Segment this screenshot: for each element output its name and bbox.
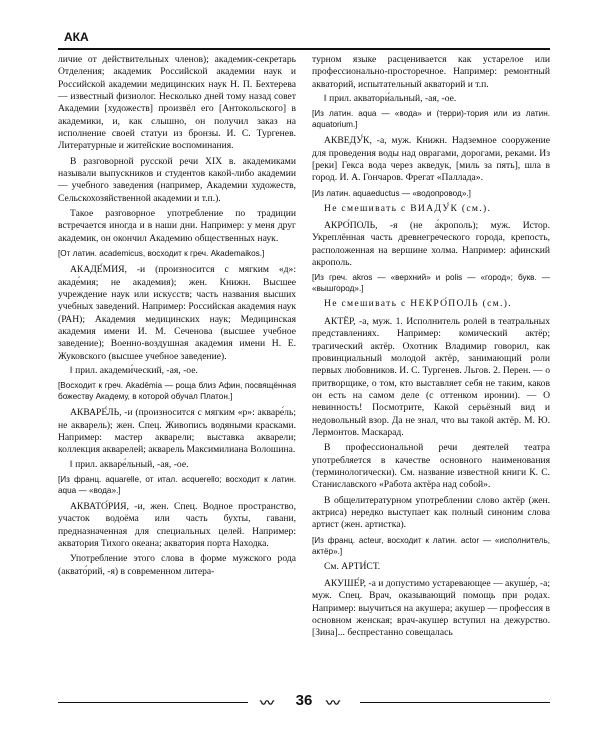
text-paragraph: Употребление этого слова в форме мужского рода (аквато́рий, -я) в современном литера- xyxy=(58,553,296,577)
text-paragraph: личие от действительных членов); академик-секретарь Отделения; академик Российской академии наук и Российской академии медицинских наук Н. П. Бехтерева — известный физиолог. Несколько дней тому назад совет Академии [художеств] произвёл его [Антокольского] в академики, и, как слышно, он получил заказ на исполнение своей статуи из бронзы. И. С. Тургенев. Литературные и житейские воспоминания. xyxy=(58,54,296,152)
dictionary-entry: АКВАТО́РИЯ, -и, жен. Спец. Водное пространство, участок водоёма или часть бухты, гавани, предназначенная для специальных целей. Например: акватория Тихого океана; акватория порта Находка. xyxy=(58,500,296,549)
etymology-note: [Из франц. aquarelle, от итал. acquerello; восходит к латин. aqua — «вода».] xyxy=(58,474,296,495)
etymology-note: [Из латин. aquaeductus — «водопровод».] xyxy=(312,188,471,198)
etymology-note: [Восходит к греч. Akadēmia — роща близ Афин, посвящённая божеству Академу, в которой обучал Платон.] xyxy=(58,381,296,402)
page-number: 36 xyxy=(295,692,313,709)
text-paragraph: В общелитературном употреблении слово актёр (жен. актриса) нередко выступает как полный синоним слова артист (жен. артистка). xyxy=(312,494,550,531)
running-head-title: АКА xyxy=(64,30,89,44)
header-rule xyxy=(58,48,550,50)
dictionary-entry: АКАДЕ́МИЯ, -и (произносится с мягким «д»: акаде́мия; не академия); жен. Книжн. Высшее учреждение наук или искусств; часть названия высших учебных заведений. Например: Российская академия наук (РАН); Академия медицинских наук; Медицинская академия имени И. М. Сеченова (высшее учебное заведение); Военно-воздушная академия имени Н. Е. Жуковского (высшее учебное заведение). xyxy=(58,264,296,362)
left-column xyxy=(58,54,296,578)
page-footer xyxy=(58,690,550,720)
cross-reference: Не смешивать с ВИАДУ́К (см.). xyxy=(324,202,492,214)
footer-rule-right xyxy=(360,702,550,703)
etymology-note: [Из греч. akros — «верхний» и polis — «город»; букв. — «вышгород».] xyxy=(312,273,550,294)
text-paragraph: турном языке расценивается как устарелое или профессионально-просторечное. Например: ремонтный акваторий, испытательный акваторий и т.п. xyxy=(312,54,550,90)
cross-reference: См. АРТИ́СТ. xyxy=(324,560,381,572)
dictionary-entry: АКУШЕ́Р, -а и допустимо устаревающее — акуше́р, -а; муж. Спец. Врач, оказывающий помощь при родах. Например: выучиться на акушера; акушер — профессия в основном женская; врач-акушер вступил на дежурство. [Зина]... беспрестанно совещалась xyxy=(312,578,550,639)
dictionary-entry: АКВАРЕ́ЛЬ, -и (произносится с мягким «р»: акваре́ль; не акварель); жен. Спец. Живопись водяными красками. Например: мастер акварели; выставка акварели; коллекция акварелей; акварель Максимилиана Волошина. xyxy=(58,407,296,456)
etymology-note: [Из франц. acteur, восходит к латин. actor — «исполнитель, актёр».] xyxy=(312,535,550,556)
text-paragraph: Такое разговорное употребление по традиции встречается иногда и в наши дни. Например: у меня друг академик, он окончил Академию общественных наук. xyxy=(58,208,296,244)
adjective-form: ‖ прил. акватори́альный, -ая, -ое. xyxy=(324,93,457,105)
text-paragraph: В разговорной русской речи XIX в. академиками называли выпускников и студентов какой-либо академии — учебного заведения (например, Академии художеств, Сельскохозяйственной академии и т.п.). xyxy=(58,155,296,204)
etymology-note: [Из латин. aqua — «вода» и (терри)-тория или из латин. aquatorium.] xyxy=(312,109,550,130)
text-paragraph: В профессиональной речи деятелей театра употребляется в качестве основного наименования (терминологически). См. название известной книги К. С. Станиславского «Работа актёра над собой». xyxy=(312,442,550,491)
ornament-right-icon: 〰 xyxy=(326,697,340,712)
cross-reference: Не смешивать с НЕКРО́ПОЛЬ (см.). xyxy=(324,298,512,310)
adjective-form: ‖ прил. академи́ческий, -ая, -ое. xyxy=(70,364,198,376)
right-column xyxy=(312,54,550,640)
etymology-note: [От латин. academicus, восходит к греч. Akademaikos.] xyxy=(58,249,265,259)
ornament-left-icon: 〰 xyxy=(260,697,274,712)
dictionary-entry: АКРО́ПОЛЬ, -я (не а́крополь); муж. Истор. Укреплённая часть древнегреческого города, крепость, расположенная на вершине холма. Например: афинский акрополь. xyxy=(312,220,550,269)
dictionary-entry: АКТЁР, -а, муж. 1. Исполнитель ролей в театральных представлениях. Например: комический актёр; трагический актёр. Охотник Владимир говорил, как провинциальный молодой актёр, занимающий роли первых любовников. И. С. Тургенев. Льгов. 2. Перен. — о притворщике, о том, кто выставляет себя не таким, каков он есть на самом деле (с оттенком иронии). — О невинность! Посмотрите, Какой серьёзный вид и недовольный взор. Да не знал, что вы такой актёр. М. Ю. Лермонтов. Маскарад. xyxy=(312,315,550,438)
running-header xyxy=(58,28,550,46)
adjective-form: ‖ прил. акваре́льный, -ая, -ое. xyxy=(70,458,189,470)
dictionary-entry: АКВЕДУ́К, -а, муж. Книжн. Надземное сооружение для проведения воды над оврагами, дорогами, реками. Из [реки] Гекса вода через акведук, [миль за пять], шла в город. И. А. Гончаров. Фрегат «Паллада». xyxy=(312,135,550,184)
footer-rule-left xyxy=(58,702,248,703)
